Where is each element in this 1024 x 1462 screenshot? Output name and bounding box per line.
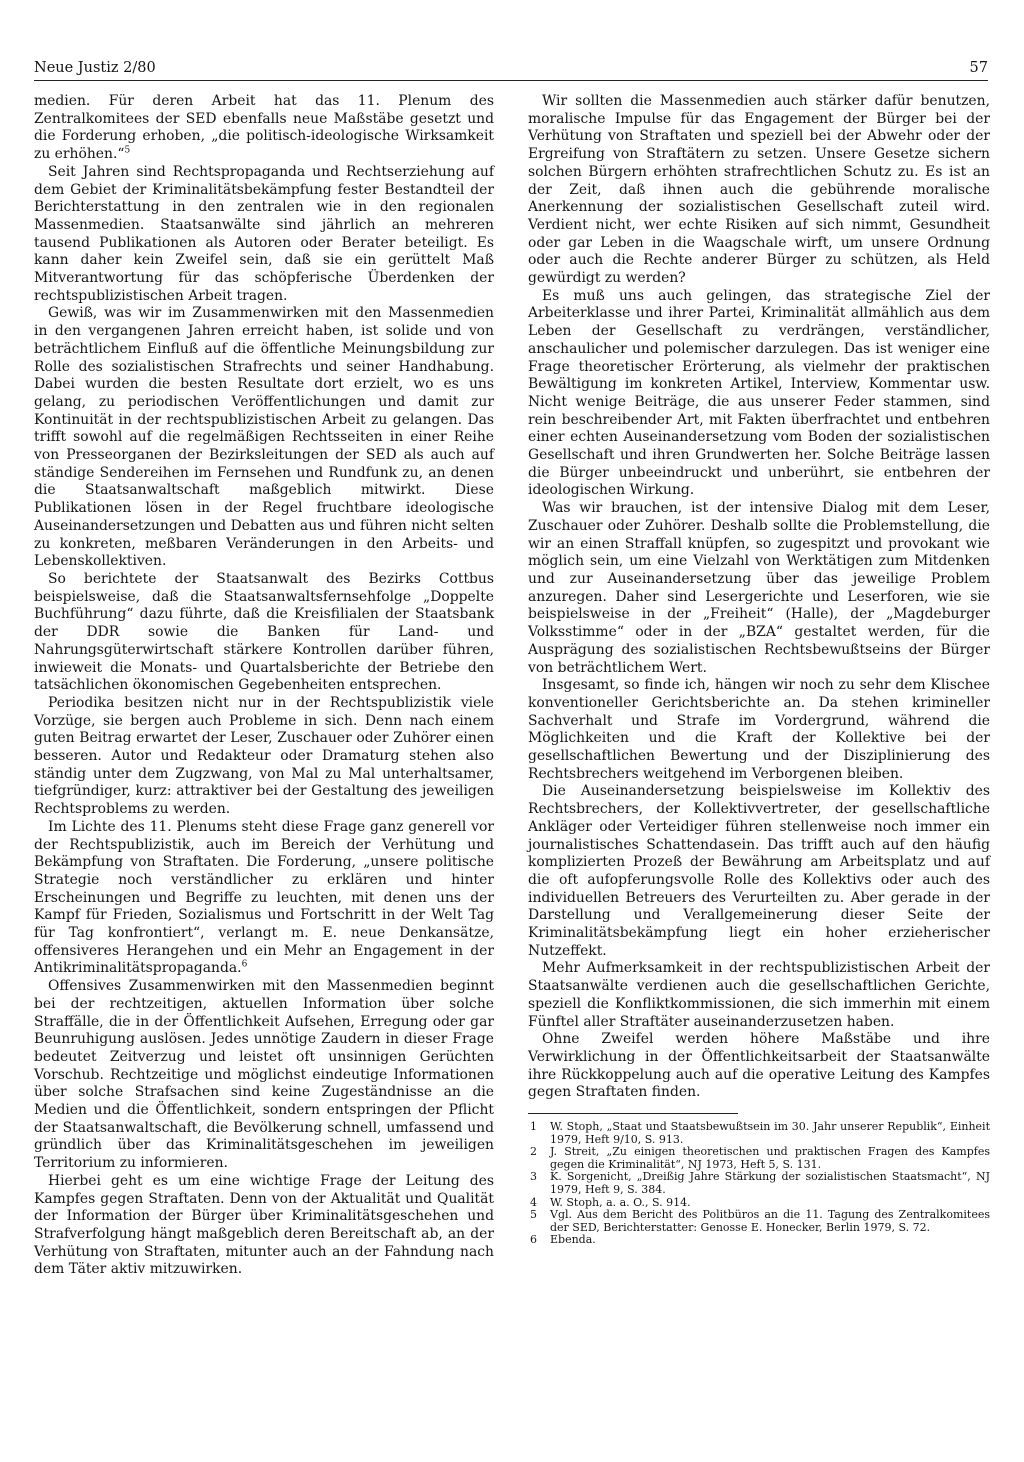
footnote: 3 K. Sorgenicht, „Dreißig Jahre Stärkung der sozialistischen Staatsmacht“, NJ 1979, Heft 9, S. 384. bbox=[530, 1170, 990, 1197]
paragraph: Insgesamt, so finde ich, hängen wir noch zu sehr dem Klischee konventioneller Gerichtsberichte an. Da stehen krimineller Sachverhalt und Strafe im Vordergrund, während die Möglichkeiten und die Kraft der Kollektive bei der gesellschaftlichen Bewertung und der Disziplinierung des Rechtsbrechers weitgehend im Verborgenen bleiben. bbox=[528, 677, 990, 782]
footnote-ref: 6 bbox=[241, 959, 248, 970]
paragraph: Im Lichte des 11. Plenums steht diese Frage ganz generell vor der Rechtspublizistik, auch im Bereich der Verhütung und Bekämpfung von Straftaten. Die Forderung, „unsere politische Strategie noch verständlicher zu erklären und hinter Erscheinungen und Begriffe zu leuchten, mit denen uns der Kampf für Frieden, Sozialismus und Fortschritt in der Welt Tag für Tag konfrontiert“, verlangt m. E. neue Denkansätze, offensiveres Herangehen und ein Mehr an Engagement in der Antikriminalitätspropaganda.$^6$ bbox=[34, 818, 494, 977]
paragraph: Seit Jahren sind Rechtspropaganda und Rechtserziehung auf dem Gebiet der Kriminalitätsbekämpfung fester Bestandteil der Berichterstattung in den zentralen wie in den regionalen Massenmedien. Staatsanwälte sind jährlich an mehreren tausend Publikationen als Autoren oder Berater beteiligt. Es kann daher kein Zweifel sein, daß sie ein gerüttelt Maß Mitverantwortung für das schöpferische Überdenken der rechtspublizistischen Arbeit tragen. bbox=[34, 163, 494, 304]
paragraph: medien. Für deren Arbeit hat das 11. Plenum des Zentralkomitees der SED ebenfalls neue Maßstäbe gesetzt und die Forderung erhoben, „die politisch-ideologische Wirksamkeit zu erhöhen.“$^5$ bbox=[34, 93, 494, 163]
footnote-list bbox=[528, 1121, 990, 1247]
paragraph: Ohne Zweifel werden höhere Maßstäbe und ihre Verwirklichung in der Öffentlichkeitsarbeit der Staatsanwälte ihre Rückkoppelung auch auf die operative Leitung des Kampfes gegen Straftaten finden. bbox=[528, 1031, 990, 1101]
paragraph: Periodika besitzen nicht nur in der Rechtspublizistik viele Vorzüge, sie bergen auch Probleme in sich. Denn nach einem guten Beitrag erwartet der Leser, Zuschauer oder Zuhörer einen besseren. Autor und Redakteur oder Dramaturg stehen also ständig unter dem Zugzwang, von Mal zu Mal unterhaltsamer, tiefgründiger, kurz: attraktiver bei der Gestaltung des jeweiligen Rechtsproblems zu werden. bbox=[34, 694, 494, 818]
paragraph: Gewiß, was wir im Zusammenwirken mit den Massenmedien in den vergangenen Jahren erreicht haben, ist solide und von beträchtlichem Einfluß auf die öffentliche Meinungsbildung zur Rolle des sozialistischen Strafrechts und seiner Handhabung. Dabei wurden die besten Resultate dort erzielt, wo es uns gelang, zu periodischen Veröffentlichungen und damit zur Kontinuität in der rechtspublizistischen Arbeit zu gelangen. Das trifft sowohl auf die regelmäßigen Rechtsseiten in einer Reihe von Presseorganen der Bezirksleitungen der SED als auch auf ständige Sendereihen im Fernsehen und Rundfunk zu, an denen die Staatsanwaltschaft maßgeblich mitwirkt. Diese Publikationen lösen in der Regel fruchtbare ideologische Auseinandersetzungen und Debatten aus und führen nicht selten zu konkreten, meßbaren Veränderungen in den Arbeits- und Lebenskollektiven. bbox=[34, 305, 494, 570]
footnote-ref: 5 bbox=[124, 145, 131, 156]
paragraph: Hierbei geht es um eine wichtige Frage der Leitung des Kampfes gegen Straftaten. Denn von der Aktualität und Qualität der Information der Bürger über Kriminalitätsgeschehen und Strafverfolgung hängt maßgeblich deren Bereitschaft ab, an der Verhütung von Straftaten, mitunter auch an der Fahndung nach dem Täter aktiv mitzuwirken. bbox=[34, 1172, 494, 1278]
page-header bbox=[34, 60, 988, 81]
left-column bbox=[34, 93, 494, 1279]
footnote: 1 W. Stoph, „Staat und Staatsbewußtsein im 30. Jahr unserer Republik“, Einheit 1979, Heft 9/10, S. 913. bbox=[530, 1120, 990, 1146]
footnote: 6 Ebenda. bbox=[530, 1233, 596, 1247]
right-column bbox=[528, 93, 990, 1247]
footnote: 4 W. Stoph, a. a. O., S. 914. bbox=[530, 1195, 691, 1209]
footnote-divider bbox=[528, 1113, 738, 1114]
paragraph: Was wir brauchen, ist der intensive Dialog mit dem Leser, Zuschauer oder Zuhörer. Deshalb sollte die Problemstellung, die wir an einen Straffall knüpfen, so zugespitzt und provokant wie möglich sein, um eine Vielzahl von Werktätigen zum Mitdenken und zur Auseinandersetzung über das jeweilige Problem anzuregen. Daher sind Lesergerichte und Leserforen, wie sie beispielsweise in der „Freiheit“ (Halle), der „Magdeburger Volksstimme“ oder in der „BZA“ gestaltet werden, für die Ausprägung des sozialistischen Rechtsbewußtseins der Bürger von beträchtlichem Wert. bbox=[528, 500, 990, 676]
paragraph: Die Auseinandersetzung beispielsweise im Kollektiv des Rechtsbrechers, der Kollektivvertreter, der gesellschaftliche Ankläger oder Verteidiger führen stellenweise noch immer ein journalistisches Schattendasein. Das trifft auch auf den häufig komplizierten Prozeß der Bewährung am Arbeitsplatz und auf die oft aufopferungsvolle Rolle des Kollektivs oder auch des individuellen Betreuers des Verurteilten zu. Aber gerade in der Darstellung und Verallgemeinerung dieser Seite der Kriminalitätsbekämpfung liegt ein hoher erzieherischer Nutzeffekt. bbox=[528, 783, 990, 959]
paragraph: Offensives Zusammenwirken mit den Massenmedien beginnt bei der rechtzeitigen, aktuellen Information über solche Straffälle, die in der Öffentlichkeit Aufsehen, Erregung oder gar Beunruhigung auslösen. Jedes unnötige Zaudern in dieser Frage bedeutet Zeitverzug und leistet oft unsinnigen Gerüchten Vorschub. Rechtzeitige und möglichst eindeutige Informationen über solche Strafsachen sind keine Zugeständnisse an die Medien und die Öffentlichkeit, sondern entspringen der Pflicht der Staatsanwaltschaft, die Bevölkerung schnell, umfassend und gründlich über das Kriminalitätsgeschehen im jeweiligen Territorium zu informieren. bbox=[34, 978, 494, 1172]
paragraph: Mehr Aufmerksamkeit in der rechtspublizistischen Arbeit der Staatsanwälte verdienen auch die gesellschaftlichen Gerichte, speziell die Konfliktkommissionen, die sich immerhin mit einem Fünftel aller Straftäter auseinanderzusetzen haben. bbox=[528, 960, 990, 1030]
paragraph: Wir sollten die Massenmedien auch stärker dafür benutzen, moralische Impulse für das Engagement der Bürger bei der Verhütung von Straftaten und speziell bei der Abwehr oder der Ergreifung von Straftätern zu setzen. Unsere Gesetze sichern solchen Bürgern erhöhten strafrechtlichen Schutz zu. Es ist an der Zeit, daß ihnen auch die gebührende moralische Anerkennung der sozialistischen Gesellschaft zuteil wird. Verdient nicht, wer echte Risiken auf sich nimmt, Gesundheit oder gar Leben in die Waagschale wirft, um unsere Ordnung oder auch die Rechte anderer Bürger zu schützen, als Held gewürdigt zu werden? bbox=[528, 93, 990, 287]
page-number: 57 bbox=[969, 60, 988, 76]
paragraph: So berichtete der Staatsanwalt des Bezirks Cottbus beispielsweise, daß die Staatsanwaltsfernsehfolge „Doppelte Buchführung“ dazu führte, daß die Kreisfilialen der Staatsbank der DDR sowie die Banken für Land- und Nahrungsgüterwirtschaft stärkere Kontrollen darüber führen, inwieweit die Monats- und Quartalsberichte der Betriebe den tatsächlichen ökonomischen Gegebenheiten entsprechen. bbox=[34, 570, 494, 694]
footnote: 2 J. Streit, „Zu einigen theoretischen und praktischen Fragen des Kampfes gegen die Kriminalität“, NJ 1973, Heft 5, S. 131. bbox=[530, 1145, 990, 1171]
journal-title: Neue Justiz 2/80 bbox=[34, 60, 156, 76]
paragraph: Es muß uns auch gelingen, das strategische Ziel der Arbeiterklasse und ihrer Partei, Kriminalität allmählich aus dem Leben der Gesellschaft zu verdrängen, verständlicher, anschaulicher und polemischer darzulegen. Das ist weniger eine Frage theoretischer Erörterung, als vielmehr der praktischen Bewältigung im konkreten Artikel, Interview, Kommentar usw. Nicht wenige Beiträge, die aus unserer Feder stammen, sind rein beschreibender Art, mit Fakten überfrachtet und entbehren einer echten Auseinandersetzung vom Boden der sozialistischen Gesellschaft und ihren Grundwerten her. Solche Beiträge lassen die Bürger unbeeindruckt und unberührt, sie entbehren der ideologischen Wirkung. bbox=[528, 287, 990, 499]
footnote: 5 Vgl. Aus dem Bericht des Politbüros an die 11. Tagung des Zentralkomitees der SED, Berichterstatter: Genosse E. Honecker, Berlin 1979, S. 72. bbox=[530, 1208, 990, 1234]
